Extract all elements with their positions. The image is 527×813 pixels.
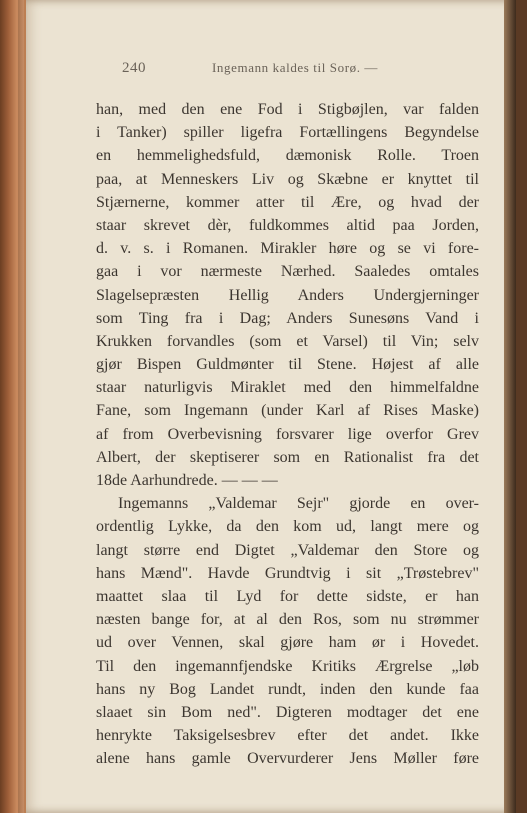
body-text	[96, 98, 479, 770]
text-line: Til den ingemannfjendske Kritiks Ærgrelse „løb	[96, 657, 479, 675]
text-line: hans ny Bog Landet rundt, inden den kunde faa	[96, 680, 479, 698]
text-line: staar skrevet dèr, fuldkommes altid paa Jorden,	[96, 216, 479, 234]
text-line: Albert, der skeptiserer som en Rationalist fra det	[96, 448, 479, 466]
page-header	[122, 60, 422, 82]
text-line: af from Overbevisning forsvarer lige overfor Grev	[96, 425, 479, 443]
page-edge	[504, 0, 516, 813]
text-line: en hemmelighedsfuld, dæmonisk Rolle. Troen	[96, 147, 479, 165]
text-line: han, med den ene Fod i Stigbøjlen, var falden	[96, 101, 479, 118]
text-line: Krukken forvandles (som et Varsel) til Vin; selv	[96, 332, 479, 350]
text-line: hans Mænd". Havde Grundtvig i sit „Trøstebrev"	[96, 564, 479, 582]
text-line: henrykte Taksigelsesbrev efter det andet. Ikke	[96, 727, 479, 745]
text-line: Fane, som Ingemann (under Karl af Rises Maske)	[96, 402, 479, 420]
text-line: som Ting fra i Dag; Anders Sunesøns Vand i	[96, 309, 479, 327]
text-line-paragraph-end: 18de Aarhundrede. — — —	[96, 472, 278, 489]
page-number: 240	[122, 60, 146, 76]
spine-edge	[18, 0, 24, 813]
text-line: næsten bange for, at al den Ros, som nu strømmer	[96, 611, 479, 629]
text-line-paragraph-start: Ingemanns „Valdemar Sejr" gjorde en over-	[118, 495, 479, 513]
text-line: langt større end Digtet „Valdemar den Store og	[96, 541, 479, 559]
text-line: paa, at Menneskers Liv og Skæbne er knyttet til	[96, 170, 479, 188]
text-line: gjør Bispen Guldmønter til Stene. Højest af alle	[96, 356, 479, 374]
text-line: maattet slaa til Lyd for dette sidste, er han	[96, 587, 479, 605]
text-line: alene hans gamle Overvurderer Jens Møller føre	[96, 750, 479, 768]
text-line: i Tanker) spiller ligefra Fortællingens Begyndelse	[96, 124, 479, 142]
text-line: gaa i vor nærmeste Nærhed. Saaledes omtales	[96, 263, 479, 281]
text-line: d. v. s. i Romanen. Mirakler høre og se vi fore-	[96, 240, 479, 258]
text-line: staar naturligvis Miraklet med den himmelfaldne	[96, 379, 479, 397]
text-line: Stjærnerne, kommer atter til Ære, og hvad der	[96, 193, 479, 211]
text-line: slaaet sin Bom ned". Digteren modtager det ene	[96, 703, 479, 721]
text-line: ud over Vennen, skal gjøre ham ør i Hovedet.	[96, 634, 479, 652]
running-head: Ingemann kaldes til Sorø. —	[212, 60, 379, 75]
text-line: ordentlig Lykke, da den kom ud, langt mere og	[96, 518, 479, 536]
text-line: Slagelsepræsten Hellig Anders Undergjerninger	[96, 286, 479, 304]
